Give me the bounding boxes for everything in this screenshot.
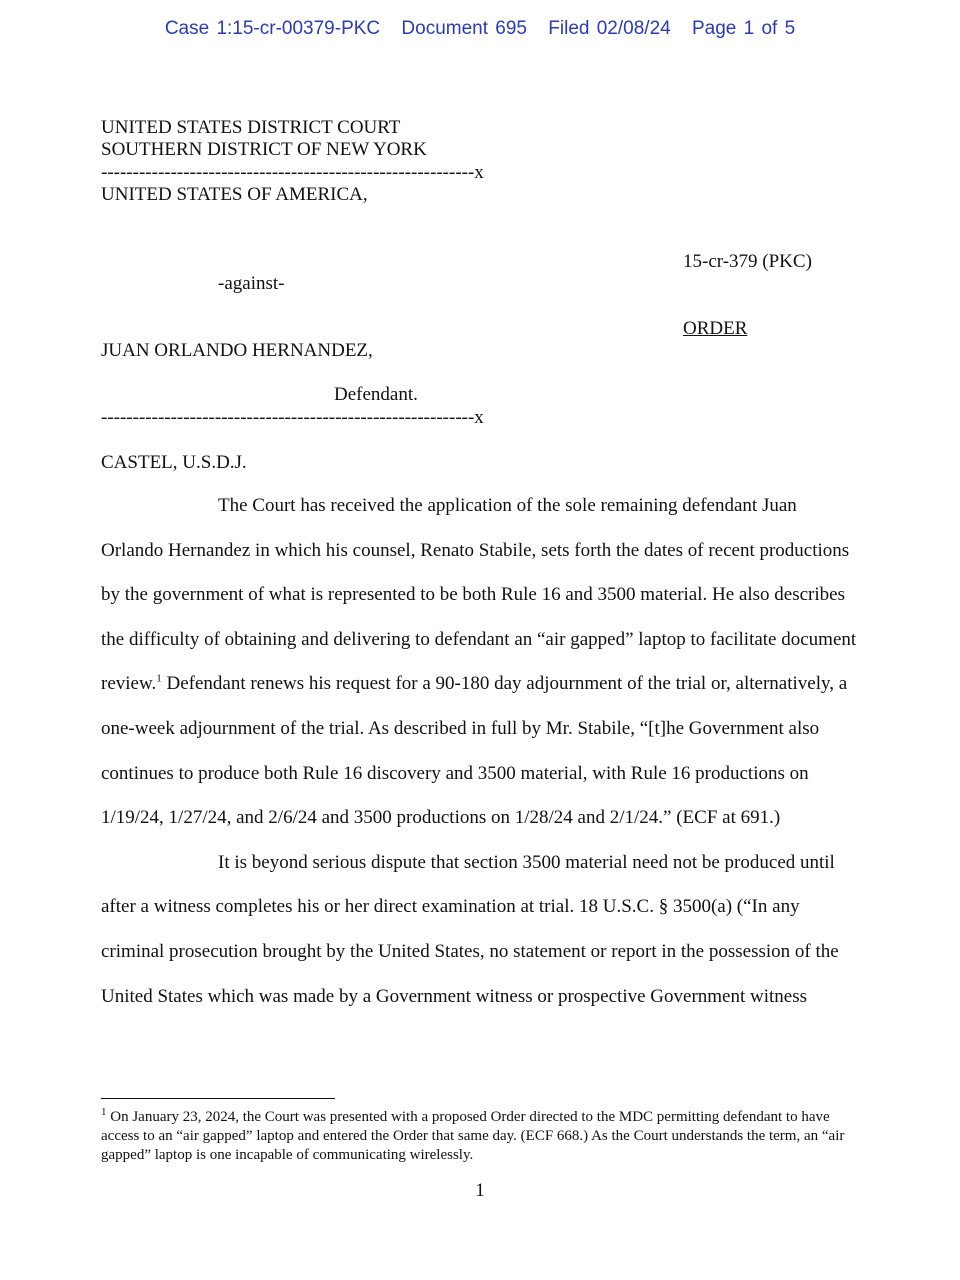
footnote-marker: 1 bbox=[101, 1106, 107, 1118]
footnote-1 bbox=[101, 1108, 871, 1165]
case-number: 15-cr-379 (PKC) bbox=[683, 251, 812, 272]
paragraph-1-part-1: The Court has received the application of the sole remaining defendant Juan Orlando Hernandez in which his counsel, Renato Stabile, sets forth the dates of recent productions by the government of what is represented to be both Rule 16 and 3500 material. He also describes the difficulty of obtaining and delivering to defendant an “air gapped” laptop to facilitate document review. bbox=[101, 495, 857, 695]
footnote-separator bbox=[101, 1098, 335, 1099]
document-number-stamp: Document 695 bbox=[401, 18, 527, 39]
paragraph-1-part-2: Defendant renews his request for a 90-180 day adjournment of the trial or, alternatively, a one-week adjournment of the trial. As described in full by Mr. Stabile, “[t]he Government also continues to produce both Rule 16 discovery and 3500 material, with Rule 16 productions on 1/19/24, 1/27/24, and 2/6/24 and 3500 productions on 1/28/24 and 2/1/24.” (ECF at 691.) bbox=[101, 673, 848, 829]
defendant-label: Defendant. bbox=[334, 384, 418, 405]
order-body bbox=[101, 484, 861, 1019]
footnote-reference: 1 bbox=[156, 673, 162, 686]
page-count-stamp: Page 1 of 5 bbox=[691, 18, 796, 39]
caption-divider-top: -----------------------------------------------------------x bbox=[101, 162, 484, 183]
against-label: -against- bbox=[218, 273, 285, 294]
court-line-2: SOUTHERN DISTRICT OF NEW YORK bbox=[101, 139, 427, 160]
case-number-stamp: Case 1:15-cr-00379-PKC bbox=[164, 18, 381, 39]
caption-divider-bottom: -----------------------------------------------------------x bbox=[101, 407, 484, 428]
plaintiff-name: UNITED STATES OF AMERICA, bbox=[101, 184, 368, 205]
ecf-header-stamp bbox=[0, 18, 960, 40]
paragraph-2: It is beyond serious dispute that section 3500 material need not be produced until after a witness completes his or her direct examination at trial. 18 U.S.C. § 3500(a) (“In any criminal prosecution brought by the United States, no statement or report in the possession of the United States which was made by a Government witness or prospective Government witness bbox=[101, 851, 839, 1007]
footnote-text: On January 23, 2024, the Court was presented with a proposed Order directed to the MDC permitting defendant to have access to an “air gapped” laptop and entered the Order that same day. (ECF 668.) As the Court understands the term, an “air gapped” laptop is one incapable of communicating wirelessly. bbox=[101, 1109, 845, 1163]
judge-line: CASTEL, U.S.D.J. bbox=[101, 452, 247, 473]
court-name bbox=[101, 117, 427, 161]
page-number: 1 bbox=[475, 1180, 485, 1201]
defendant-name: JUAN ORLANDO HERNANDEZ, bbox=[101, 340, 373, 361]
paragraph-1 bbox=[101, 484, 861, 841]
court-line-1: UNITED STATES DISTRICT COURT bbox=[101, 117, 401, 138]
document-title: ORDER bbox=[683, 318, 748, 339]
filed-date-stamp: Filed 02/08/24 bbox=[548, 18, 671, 39]
